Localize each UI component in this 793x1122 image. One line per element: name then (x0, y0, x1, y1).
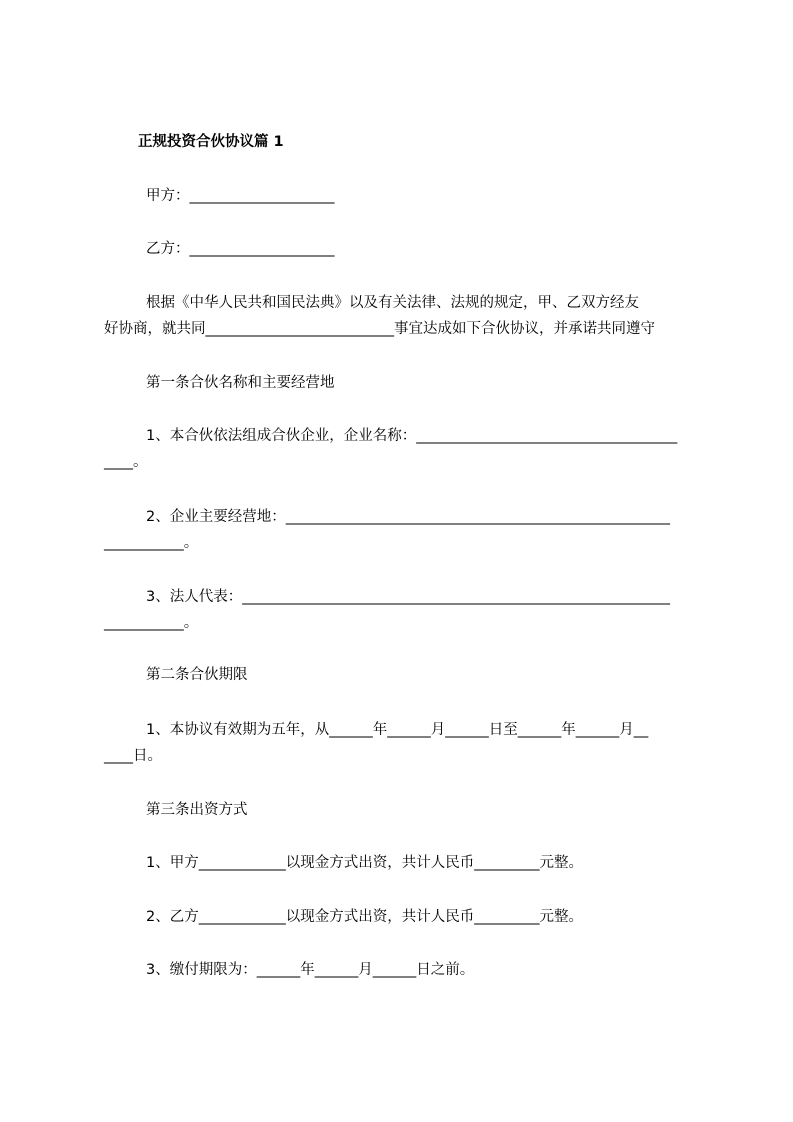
article-3-heading: 第三条出资方式 (146, 802, 248, 818)
intro-line-2: 好协商，就共同__________________________事宜达成如下合伙协议，并承诺共同遵守 (104, 321, 655, 337)
article-2-item-1-line-1: 1、本协议有效期为五年，从______年______月______日至______年______月__ (146, 722, 649, 738)
party-b-line: 乙方：____________________ (146, 241, 335, 257)
document-title: 正规投资合伙协议篇 1 (138, 134, 284, 150)
article-1-item-2-line-1: 2、企业主要经营地：_____________________________________________________ (146, 509, 670, 525)
article-1-item-3-line-2: ___________。 (104, 615, 199, 631)
article-1-item-2-line-2: ___________。 (104, 535, 199, 551)
article-2-heading: 第二条合伙期限 (146, 667, 248, 683)
article-1-item-1-line-1: 1、本合伙依法组成合伙企业，企业名称：____________________________________ (146, 428, 678, 444)
article-3-item-2: 2、乙方____________以现金方式出资，共计人民币_________元整。 (146, 909, 583, 925)
article-3-item-3: 3、缴付期限为：______年______月______日之前。 (146, 962, 475, 978)
article-1-item-1-line-2: ____。 (104, 454, 148, 470)
article-1-item-3-line-1: 3、法人代表：___________________________________________________________ (146, 589, 670, 605)
article-3-item-1: 1、甲方____________以现金方式出资，共计人民币_________元整。 (146, 855, 583, 871)
article-2-item-1-line-2: ____日。 (104, 748, 162, 764)
party-a-line: 甲方：____________________ (146, 188, 335, 204)
article-1-heading: 第一条合伙名称和主要经营地 (146, 375, 335, 391)
intro-line-1: 根据《中华人民共和国民法典》以及有关法律、法规的规定，甲、乙双方经友 (146, 295, 639, 311)
